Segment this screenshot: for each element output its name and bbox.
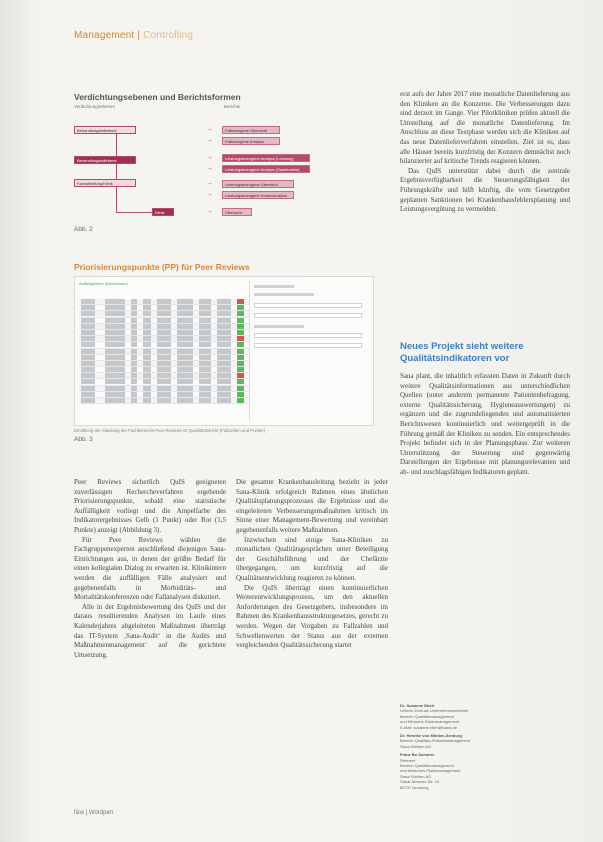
figure1-col-right-header: Berichte bbox=[224, 104, 241, 109]
status-indicator bbox=[237, 367, 244, 372]
author-line: 85737 Ismaning bbox=[400, 784, 429, 790]
author-line: Referent bbox=[400, 757, 416, 763]
status-indicator bbox=[237, 311, 244, 316]
paragraph: Für Peer Reviews wählen die Fachgruppenexperten anschließend diejenigen Sana-Einrichtungen aus, in denen der größte Bedarf für einen kollegialen Dialog zu erwarten ist. Klinikintern werden die auffälligen Fälle analysiert und gegebenenfalls in Morbiditäts- und Mortalitätskonferenzen oder Fallanalysen diskutiert. bbox=[74, 535, 226, 602]
level-box: Behandlungsfallebene bbox=[74, 126, 136, 134]
status-indicator bbox=[237, 336, 244, 341]
report-box: Leistungsbezogene Kostenanalyse bbox=[222, 191, 294, 199]
author-line: Bereich Qualitätsmanagement bbox=[400, 763, 454, 769]
header-subsection: Controlling bbox=[143, 30, 194, 41]
status-indicator bbox=[237, 355, 244, 360]
author-line: und Klinische Risikomanagement bbox=[400, 719, 460, 725]
arrow-icon: → bbox=[206, 208, 213, 215]
author-line: Leiterin Zentrale Unternehmenseinheit bbox=[400, 708, 469, 714]
figure2-detail-panel bbox=[249, 281, 369, 421]
header-section: Management bbox=[74, 30, 135, 41]
header-separator: | bbox=[137, 30, 141, 41]
author-line: und klinisches Risikomanagement bbox=[400, 768, 461, 774]
paragraph: Inzwischen sind einige Sana-Kliniken zu monatlichen Qualitätsgesprächen unter Beteiligung der Geschäftsführung und der Chefärzte übergegangen, um kurzfristig auf die Qualitätsentwicklung reagieren zu können. bbox=[236, 535, 388, 582]
report-box: Fallbezogene Analyse bbox=[222, 137, 280, 145]
paragraph: Die gesamte Krankenhausleitung bezieht in jeder Sana-Klinik erfolgreich Rahmen eines ähnlichen Qualitätsplanungsprozesses die Ergebnisse und die eingeleiteten Verbesserungsmaßnahmen kritisch im Sinne einer Management-Bewertung und vereinbart gegebenenfalls weitere Maßnahmen. bbox=[236, 478, 388, 534]
figure2-caption: Abb. 3 bbox=[74, 436, 93, 443]
text-column-3-bottom bbox=[400, 372, 570, 478]
level-box: Fachabteilung/Klinik bbox=[74, 179, 136, 187]
author-name: Dr. Susanne Eberl bbox=[400, 703, 435, 708]
figure2-title: Priorisierungspunkte (PP) für Peer Reviews bbox=[74, 262, 250, 272]
paragraph: Sana plant, die inhaltlich erfassten Daten in Zukunft durch weitere Qualitätsinformationen aus unterschiedlichen Quellen (unter anderem permanente Patientenbefragung, externe Qualitätssicherung, Hygieneauswertungen) zu ergänzen und die zugrundeliegenden und automatisierten Berichtswesen kontinuierlich und weitergeprüft in die Führung gemäß der Kliniken zu senden. Ein entsprechendes Projekt befindet sich in der Planungsphase. Zur weiteren Unterstützung der Steuerung sind gegenwärtig Darstellungen der Ergebnisse mit planungsrelevanten und ab- und zuschlagsfähigen Indikatoren geplant. bbox=[400, 372, 570, 476]
status-indicator bbox=[237, 299, 244, 304]
author-line: Bereich Qualitätsmanagement bbox=[400, 713, 454, 719]
status-indicator bbox=[237, 324, 244, 329]
status-indicator bbox=[237, 349, 244, 354]
author-line: Sana Kliniken AG bbox=[400, 773, 432, 779]
figure2-table bbox=[79, 299, 249, 404]
author-line: Sana Kliniken AG bbox=[400, 743, 432, 749]
section-subheading: Neues Projekt sieht weitere Qualitätsindikatoren vor bbox=[400, 341, 524, 364]
report-box: Leistungsbezogene Übersicht bbox=[222, 180, 294, 188]
arrow-icon: → bbox=[206, 191, 213, 198]
author-name: Franz Bo Sommer bbox=[400, 752, 435, 758]
arrow-icon: → bbox=[206, 137, 213, 144]
report-box: Leistungsbezogene Analyse (Sachkosten) bbox=[222, 165, 310, 173]
status-indicator bbox=[237, 373, 244, 378]
text-column-1 bbox=[74, 478, 226, 660]
arrow-icon: → bbox=[206, 154, 213, 161]
arrow-icon: → bbox=[206, 126, 213, 133]
report-box: Fallbezogene Übersicht bbox=[222, 126, 280, 134]
author-block bbox=[400, 703, 570, 793]
paragraph: erst aufs der Jahre 2017 eine monatliche Datenlieferung aus den Kliniken an die Konzerne. Die Verbesserungen dazu sind derzeit im Gange. Vier Pilotkliniken prüfen aktuell die Umstellung auf die monatliche Datenlieferung. Im Anschluss an diese Testphase werden sich die Kliniken auf das neue Datenlieferverfahren einstellen. Ziel ist es, dass alle Häuser bereits kurzfristig der Konzern demnächst noch bilanzierter auf kritische Trends reagieren können. bbox=[400, 90, 570, 166]
arrow-icon: → bbox=[206, 165, 213, 172]
text-column-3-top bbox=[400, 90, 570, 215]
author-line: Bereich Qualitäts-/Fallzahlmanagement bbox=[400, 738, 471, 744]
status-indicator bbox=[237, 398, 244, 403]
figure1-col-left-header: Verdichtungsebenen bbox=[74, 104, 116, 109]
table-row bbox=[79, 398, 249, 404]
page-footer: f&w | Wordpen bbox=[74, 810, 114, 816]
status-indicator bbox=[237, 305, 244, 310]
report-box: Übersicht bbox=[222, 208, 252, 216]
paragraph: Das QuIS unterstützt dabei durch die zentrale Ergebnisverfügbarkeit die Steuerungsfähigkeit der Führungskräfte und hilft künftig, die vom Gesetzgeber geplanten Sanktionen bei Krankenhausfehlersplanung und Leistungsvergütung zu vermeiden. bbox=[400, 166, 570, 214]
figure2-note: Ermittlung der Abteilung der Fachbereichs Peer Reviews im Qualitätsbericht (Fallzahlen und Punkte) bbox=[74, 428, 266, 433]
text-column-2 bbox=[236, 478, 388, 651]
status-indicator bbox=[237, 379, 244, 384]
level-box: Behandlungsfallebene bbox=[74, 156, 136, 164]
level-box: Klinik bbox=[152, 208, 174, 216]
figure1-connector bbox=[116, 132, 117, 212]
figure2-table-heading: Auffälligkeiten (Benchmark) bbox=[79, 281, 128, 286]
report-box: Leistungsbezogene Analyse (Leistung) bbox=[222, 154, 310, 162]
author-name: Dr. Henrike von Minden-Seeburg bbox=[400, 733, 462, 739]
author-entry bbox=[400, 752, 570, 790]
status-indicator bbox=[237, 342, 244, 347]
paragraph: Alle in der Ergebnisbewertung des QuIS und der daraus resultierenden Analysen im Laufe eines Kalenderjahres abgeleiteten Maßnahmen überträgt das IT-System ‚Sana-Audit‘ in die Audits und Maßnahmenmanagement‘ auf die gerichtete Umsetzung. bbox=[74, 602, 226, 659]
figure1-diagram bbox=[74, 104, 374, 244]
author-line: Oskar-Messter-Str. 24 bbox=[400, 779, 440, 785]
paragraph: Peer Reviews sicherlich QuIS geeigneten zuverlässigen Rechercheverfahren ergebende Priorisierungspunkte, sobald eine statistische Auffälligkeit vorliegt und die Ampelfarbe des Indikatorergebnisses Gelb (1 Punkt) oder Rot (1,5 Punkte) anzeigt (Abbildung 3). bbox=[74, 478, 226, 534]
figure2-screenshot bbox=[74, 276, 374, 426]
figure1-caption: Abb. 2 bbox=[74, 226, 93, 233]
author-entry bbox=[400, 733, 570, 749]
author-entry bbox=[400, 703, 570, 730]
running-header bbox=[74, 30, 193, 41]
arrow-icon: → bbox=[206, 180, 213, 187]
status-indicator bbox=[237, 392, 244, 397]
figure1-title: Verdichtungsebenen und Berichtsformen bbox=[74, 92, 241, 102]
status-indicator bbox=[237, 386, 244, 391]
status-indicator bbox=[237, 318, 244, 323]
paragraph: Die QuIS überträgt einen kontinuierlichen Weiterentwicklungsprozess, um den aktuellen Anforderungen des Gesetzgebers, insbesondere im Rahmen des Krankenhausstrukturgesetzes, gerecht zu werden. Wegen der Vorgaben zu Fallzahlen und Schwellenwerten der Status aus der externen vergleichenden Qualitätssicherung startet bbox=[236, 583, 388, 650]
author-line: E-Mail: susanne.eberl@sana.de bbox=[400, 724, 457, 730]
status-indicator bbox=[237, 330, 244, 335]
status-indicator bbox=[237, 361, 244, 366]
